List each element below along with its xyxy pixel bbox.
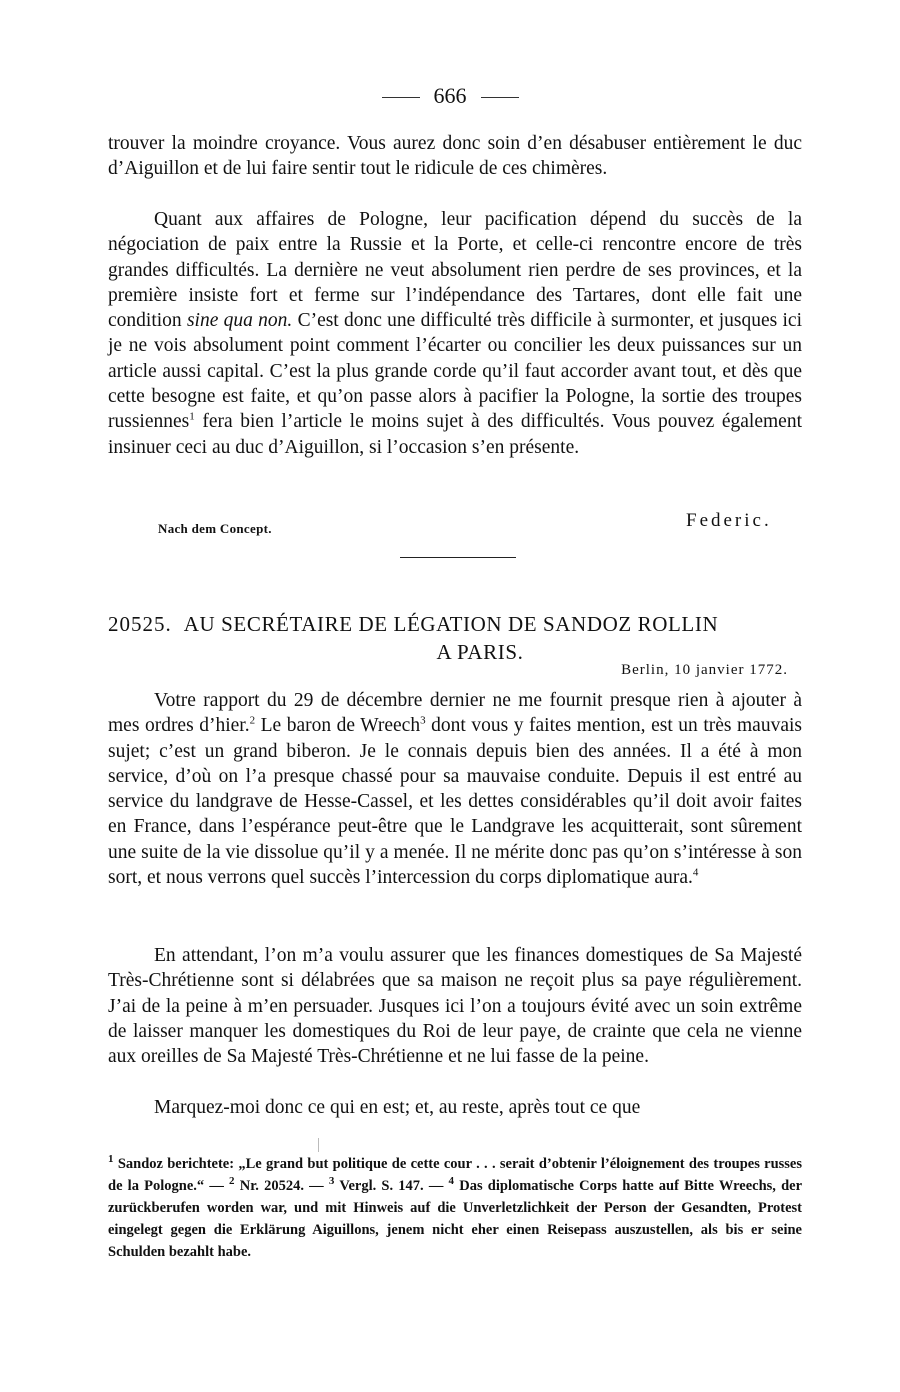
header-rule-right	[481, 97, 519, 98]
page-number: 666	[433, 83, 467, 108]
footnote-mark-4: 4	[448, 1175, 455, 1188]
footnote-2: Nr. 20524. —	[239, 1178, 324, 1194]
latin-phrase: sine qua non.	[186, 310, 293, 332]
footnote-1: Sandoz berichtete: „Le grand but politique de cette cour . . . serait d’obtenir l’éloignement des troupes russes de la Pologne.“ —	[108, 1156, 803, 1194]
footnote-ref-1: 1	[189, 410, 195, 423]
document-heading	[108, 610, 802, 666]
letter2-paragraph-2: En attendant, l’on m’a voulu assurer que les finances domestiques de Sa Majesté Très-Chrétienne sont si délabrées que sa maison ne reçoit plus sa paye régulièrement. J’ai de la peine à m’en persuader. Jusques ici l’on a toujours évité avec un soin extrême de laisser manquer les domestiques du Roi de leur paye, de crainte que cela ne vienne aux oreilles de Sa Majesté Très-Chrétienne et ne lui fasse de la peine.	[108, 945, 802, 1068]
source-note: Nach dem Concept.	[158, 521, 272, 536]
letter1-paragraph-2	[108, 207, 802, 460]
footnote-mark-3: 3	[328, 1175, 335, 1188]
footnote-rule	[318, 1138, 319, 1152]
letter2-paragraph-1	[108, 688, 802, 890]
footnote-ref-2: 2	[249, 714, 256, 727]
footnote-4: Das diplomatische Corps hatte auf Bitte Wreechs, der zurückberufen worden war, und mit Hinweis auf die Unverletzlichkeit der Person der Gesandten, Protest eingelegt gegen die Erklärung Aiguillons, jenem nicht eher einen Reisepass auszustellen, als bis er seine Schulden bezahlt habe.	[108, 1178, 803, 1260]
letter2-paragraph-3: Marquez-moi donc ce qui en est; et, au reste, après tout ce que	[154, 1097, 641, 1118]
letter1-p2-text-a: Quant aux affaires de Pologne, leur pacification dépend du succès de la négociation de paix entre la Russie et la Porte, et celle-ci rencontre encore de très grandes difficultés. La dernière ne veut absolument rien perdre de ses provinces, et la première insiste fort et ferme sur l’indépendance des Tartares, dont elle fait une condition	[108, 209, 802, 332]
dateline: Berlin, 10 janvier 1772.	[621, 662, 788, 678]
letter2-p1-text-c: dont vous y faites mention, est un très mauvais sujet; c’est un grand biberon. Je le connais depuis bien des années. Il a été à mon service, d’où on l’a presque chassé pour sa mauvaise conduite. Depuis il est entré au service du landgrave de Hesse-Cassel, et les dettes considérables qu’il doit avoir faites en France, dans l’espérance peut-être que le Landgrave les acquitterait, sont sûrement une suite de la vie dissolue qu’il y a menée. Il ne mérite donc pas qu’on s’intéresse à son sort, et nous verrons quel succès l’intercession du corps diplomatique aura.	[108, 715, 803, 889]
letter1-p2-text-b: C’est donc une difficulté très difficile à surmonter, et jusques ici je ne vois absolument point comment l’écarter ou concilier les deux puissances sur un article aussi capital. C’est la plus grande corde qu’il faut accorder avant tout, et dès que cette besogne est faite, et qu’on passe alors à pacifier la Pologne, la sortie des troupes russiennes	[108, 310, 803, 433]
signature: Federic.	[686, 510, 772, 531]
page-number-header	[0, 82, 900, 110]
footnote-ref-3: 3	[420, 714, 426, 727]
section-separator	[400, 557, 516, 558]
document-title-line2: A PARIS.	[436, 640, 524, 664]
footnote-ref-4: 4	[692, 866, 699, 879]
footnote-mark-2: 2	[229, 1175, 235, 1188]
letter2-p1-text-b: Le baron de Wreech	[260, 715, 421, 737]
footnotes	[108, 1153, 802, 1263]
document-title-line1: AU SECRÉTAIRE DE LÉGATION DE SANDOZ ROLLIN	[183, 612, 719, 636]
letter1-p2-text-c: fera bien l’article le moins sujet à des difficultés. Vous pouvez également insinuer ceci au duc d’Aiguillon, si l’occasion s’en présente.	[108, 411, 802, 458]
footnote-3: Vergl. S. 147. —	[339, 1178, 444, 1194]
letter2-p1-text-a: Votre rapport du 29 de décembre dernier ne me fournit presque rien à ajouter à mes ordres d’hier.	[108, 690, 802, 737]
document-number: 20525.	[108, 612, 172, 636]
letter1-paragraph-1: trouver la moindre croyance. Vous aurez donc soin d’en désabuser entièrement le duc d’Aiguillon et de lui faire sentir tout le ridicule de ces chimères.	[108, 133, 802, 180]
footnote-mark-1: 1	[108, 1153, 114, 1166]
header-rule-left	[382, 97, 420, 98]
